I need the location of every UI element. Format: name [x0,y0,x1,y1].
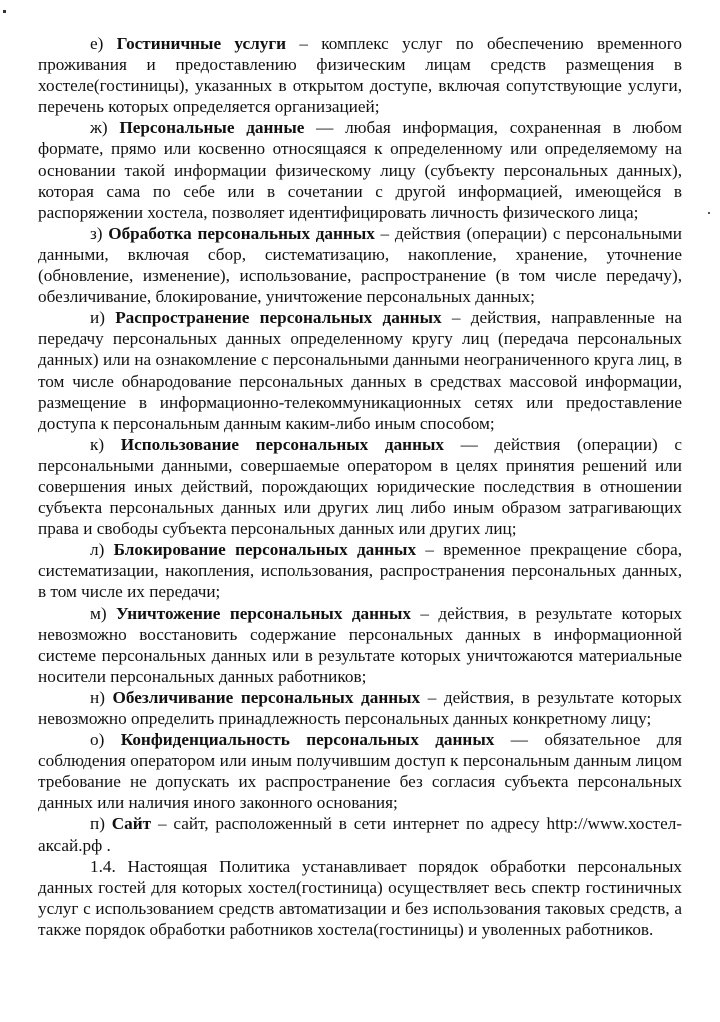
definition-paragraph-i [38,307,682,434]
item-letter: о) [90,730,121,750]
definition-paragraph-z [38,223,682,307]
definition-text: — действия (операции) с персональными данными, совершаемые оператором в целях принятия решений или совершения иных действий, порождающих юридические последствия в отношении субъекта персональных данных или других лиц либо иным образом затрагивающих права и свободы субъекта персональных данных или других лиц; [38,434,682,539]
paragraph-text: 1.4. Настоящая Политика устанавливает порядок обработки персональных данных гостей для которых хостел(гостиница) осуществляет весь спектр гостиничных услуг с использованием средств автоматизации и без использования таковых средств, а также порядок обработки работников хостела(гостиницы) и уволенных работников. [38,856,682,939]
definition-text: – комплекс услуг по обеспечению временного проживания и предоставлению физическим лицам средств размещения в хостеле(гостиницы), указанных в открытом доступе, включая сопутствующие услуги, перечень которых определяется организацией; [38,34,682,117]
scan-speck [3,10,6,13]
item-letter: з) [90,223,109,243]
item-letter: л) [90,540,114,560]
defined-term: Сайт [111,814,152,834]
defined-term: Использование персональных данных [120,434,444,454]
defined-term: Уничтожение персональных данных [116,603,411,623]
item-letter: м) [90,603,117,623]
item-letter: к) [90,434,121,454]
definition-text: — обязательное для соблюдения оператором или иным получившим доступ к персональным данным лицом требование не допускать их распространение без согласия субъекта персональных данных или наличия иного законного основания; [38,730,682,813]
definition-paragraph-o [38,729,682,813]
definition-text: — любая информация, сохраненная в любом формате, прямо или косвенно относящаяся к определенному или определяемому на основании такой информации физическому лицу (субъекту персональных данных), которая сама по себе или в сочетании с другой информацией, имеющейся в распоряжении хостела, позволяет идентифицировать личность физического лица; [38,118,682,222]
item-letter: ж) [90,118,120,138]
definition-paragraph-m [38,603,682,687]
definition-text: – сайт, расположенный в сети интернет по адресу http://www.хостел-аксай.рф . [38,814,682,855]
item-letter: и) [90,308,116,328]
definition-text: – действия, направленные на передачу персональных данных определенному кругу лиц (передача персональных данных) или на ознакомление с персональными данными неограниченного круга лиц, в том числе обнародование персональных данных в средствах массовой информации, размещение в информационно-телекоммуникационных сетях или предоставление доступа к персональным данным каким-либо иным способом; [38,308,682,433]
item-letter: н) [90,687,113,707]
defined-term: Обезличивание персональных данных [112,687,421,707]
definition-paragraph-k [38,434,682,539]
definition-text: – действия, в результате которых невозможно определить принадлежность персональных данных конкретному лицу; [38,687,682,728]
definition-paragraph-e [38,33,682,117]
definition-paragraph-l [38,539,682,602]
defined-term: Распространение персональных данных [115,308,442,328]
scan-speck [708,212,710,214]
defined-term: Гостиничные услуги [116,34,287,53]
defined-term: Обработка персональных данных [108,223,375,243]
defined-term: Конфиденциальность персональных данных [120,730,495,750]
item-letter: п) [90,814,112,834]
defined-term: Персональные данные [119,118,305,138]
definition-paragraph-p [38,813,682,855]
document-page [38,33,682,940]
definition-text: – временное прекращение сбора, систематизации, накопления, использования, распространения персональных данных, в том числе их передачи; [38,540,682,602]
item-letter: е) [90,34,117,53]
definition-paragraph-zh [38,117,682,222]
definition-text: – действия, в результате которых невозможно восстановить содержание персональных данных в информационной системе персональных данных или в результате которых уничтожаются материальные носители персональных данных работников; [38,603,682,686]
defined-term: Блокирование персональных данных [113,540,417,560]
definition-paragraph-n [38,687,682,729]
section-paragraph-1-4 [38,856,682,940]
definition-text: – действия (операции) с персональными данными, включая сбор, систематизацию, накопление, хранение, уточнение (обновление, изменение), использование, распространение (в том числе передачу), обезличивание, блокирование, уничтожение персональных данных; [38,223,683,307]
